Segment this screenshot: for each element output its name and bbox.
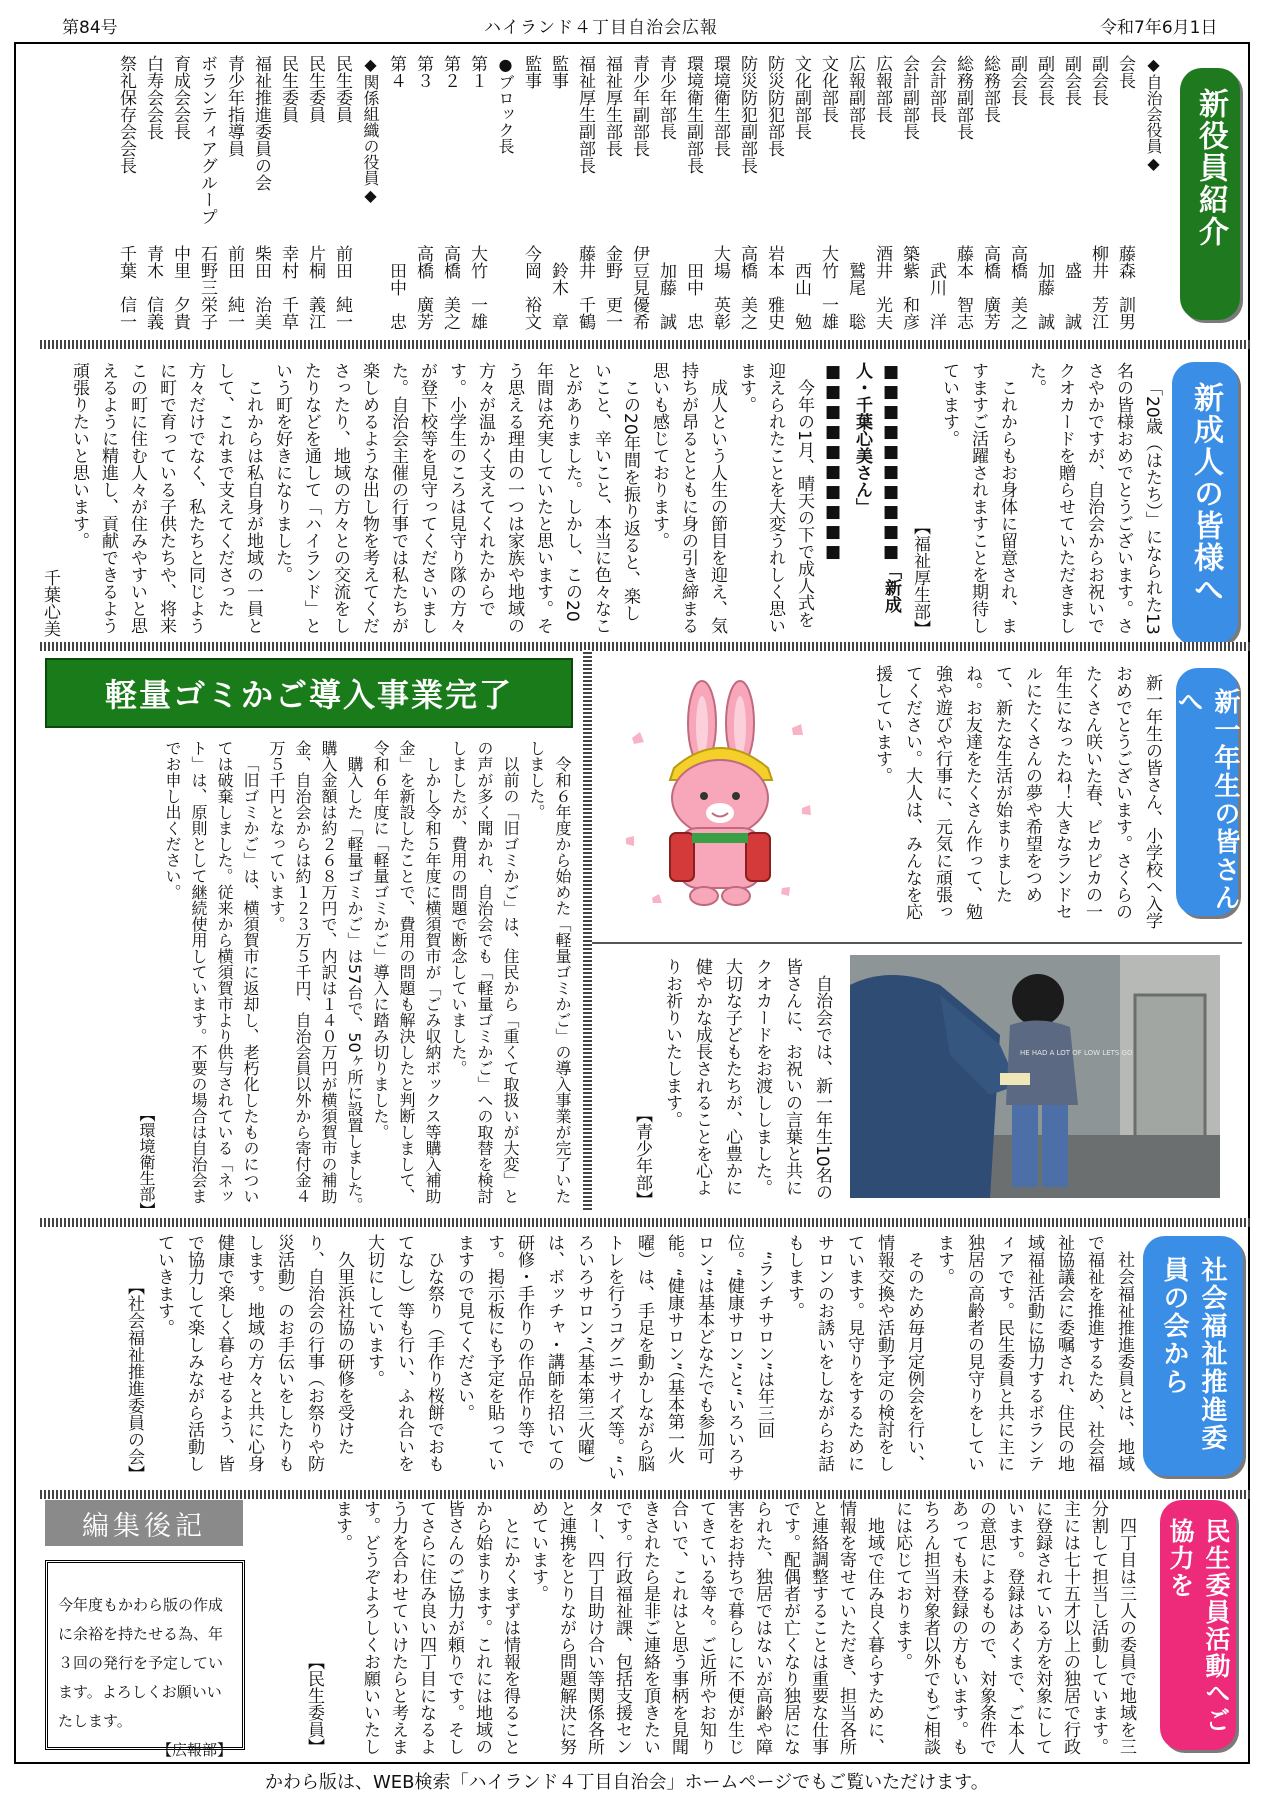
officer-name: 千葉 信一 <box>116 245 136 330</box>
footer-note: かわら版は、WEB検索「ハイランド４丁目自治会」ホームページでもご覧いただけます。 <box>265 1772 989 1793</box>
officer-role: 副会長 <box>1007 55 1027 106</box>
officer-name: 築紫 和彦 <box>899 245 919 330</box>
officer-entry <box>922 55 949 330</box>
officer-name: 青木 信義 <box>143 245 163 330</box>
officer-name: 高橋 美之 <box>737 245 757 330</box>
first-grade-tag: 【青少年部】 <box>632 1106 652 1208</box>
garbage-title: 軽量ゴミかご導入事業完了 <box>45 658 573 728</box>
officer-entry <box>706 55 733 330</box>
officer-role: 総務副部長 <box>953 55 973 140</box>
issue-date: 令和7年6月1日 <box>1100 18 1218 38</box>
welfare-para-3: “ランチサロン”は年三回位。“健康サロン”と“いろいろサロン”は基本どなたでも参加可能。“健康サロン”（基本第一火曜）は、手足を動かしながら脳トレを行うコグニサイズ等。“いろいろサロン”（基本第三火曜）は、ボッチャ・講師を招いての研修・手作りの作品作り等です。掲示板にも予定を貼っていますので見てください。 <box>454 1234 774 1482</box>
officer-role: 祭礼保存会会長 <box>116 55 136 174</box>
garbage-para-1: 令和６年度から始めた「軽量ゴミかご」の導入事業が完了いたしました。 <box>527 740 572 1204</box>
first-grade-text-2 <box>600 958 837 1208</box>
welfare-tag: 【社会福祉推進委員の会】 <box>124 1278 144 1482</box>
officer-entry <box>625 55 652 330</box>
minsei-para-3: とにかくまずは情報を得ることから始まります。これには地域の皆さんのご協力が頼りです。そしてさらに住み良い四丁目になるよう力を合わせていけたらと考えます。どうぞよろしくお願いいたします。 <box>332 1500 520 1755</box>
officer-name: 藤井 千鶴 <box>575 245 595 330</box>
officer-role: 民生委員 <box>332 55 352 123</box>
officer-entry <box>1030 55 1057 330</box>
officer-name: 幸村 千草 <box>278 245 298 330</box>
officer-entry <box>949 55 976 330</box>
officer-entry <box>382 55 409 330</box>
garbage-tag: 【環境衛生部】 <box>137 1106 156 1218</box>
officer-entry <box>814 55 841 330</box>
welfare-para-4: ひな祭り（手作り桜餅でおもてなし）等も行い、ふれ合いを大切にしています。 <box>364 1234 444 1472</box>
welfare-para-5: 久里浜社協の研修を受けたり、自治会の行事（お祭りや防災活動）のお手伝いをしたりもします。地域の方々と共に心身健康で楽しく暮らせるよう、皆で協力して楽しみながら活動していきます。 <box>154 1234 354 1472</box>
adults-author: 千葉心美 <box>40 569 60 637</box>
officer-name: 高橋 美之 <box>1007 245 1027 330</box>
officer-role: 白寿会会長 <box>143 55 163 140</box>
officer-entry <box>409 55 436 330</box>
officer-role: 民生委員 <box>305 55 325 123</box>
officer-role: 第４ <box>386 55 406 89</box>
officer-entry <box>220 55 247 330</box>
garbage-para-5: 「旧ゴミかご」は、横須賀市に返却し、老朽化したものについては破棄しました。従来から横須賀市より供与されている「ネット」は、原則として継続使用しています。不要の場合は自治会までお申し出ください。 <box>163 740 260 1204</box>
rabbit-illustration <box>612 668 824 928</box>
officer-name: 中里 夕貴 <box>170 245 190 330</box>
block-leaders-title: ●ブロック長 <box>496 55 515 154</box>
officer-name: 藤森 訓男 <box>1115 245 1135 330</box>
welfare-para-2: そのため毎月定例会を行い、情報交換や活動予定の検討をしています。見守りをするためにサロンのお誘いをしながらお話もします。 <box>784 1234 924 1472</box>
officer-name: 高橋 美之 <box>440 245 460 330</box>
adults-essay-2: 成人という人生の節目を迎え、気持ちが昂るとともに身の引き締まる思いも感じております。 <box>649 362 727 634</box>
adults-heading: ■■■■■■■■■■「新成人・千葉心美さん」■■■■■■■■■■ <box>823 362 901 613</box>
officer-name: 大場 英彰 <box>710 245 730 330</box>
officer-role: 民生委員 <box>278 55 298 123</box>
welfare-badge: 社会福祉推進委員の会から <box>1143 1236 1243 1476</box>
column-divider <box>583 650 592 1210</box>
officer-name: 藤本 智志 <box>953 245 973 330</box>
adults-text <box>40 362 1166 637</box>
officer-entry <box>274 55 301 330</box>
officer-role: 総務部長 <box>980 55 1000 123</box>
first-grade-gift: 自治会では、新一年生10名の皆さんに、お祝いの言葉と共にクオカードをお渡ししました。大切な子どもたちが、心豊かに健やかな成長されることを心よりお祈りいたします。 <box>662 958 832 1201</box>
section-divider <box>40 340 1250 349</box>
officer-entry <box>1111 55 1138 330</box>
officer-name: 田中 忠 <box>683 262 703 330</box>
officer-role: 育成会会長 <box>170 55 190 140</box>
first-grade-divider <box>592 942 1242 944</box>
officer-entry <box>787 55 814 330</box>
officer-name: 岩本 雅史 <box>764 245 784 330</box>
officer-name: 田中 忠 <box>386 262 406 330</box>
officer-role: 副会長 <box>1034 55 1054 106</box>
officer-role: 防災防犯副部長 <box>737 55 757 174</box>
adults-tag: 【福祉厚生部】 <box>910 518 930 637</box>
officer-entry <box>1084 55 1111 330</box>
officer-name: 伊豆見優希 <box>629 245 649 330</box>
officer-role: 青少年副部長 <box>629 55 649 157</box>
officer-name: 片桐 義江 <box>305 245 325 330</box>
officer-role: 福祉厚生部長 <box>602 55 622 157</box>
officer-entry <box>301 55 328 330</box>
officer-entry <box>193 55 220 330</box>
adults-intro-1: 「20歳（はたち）」になられた13名の皆様おめでとうございます。ささやかですが、自治会からお祝いでクオカードを贈らせていただきました。 <box>1026 362 1162 635</box>
officer-role: 福祉厚生副部長 <box>575 55 595 174</box>
officer-role: 文化部長 <box>818 55 838 123</box>
officer-entry <box>679 55 706 330</box>
officer-role: 文化副部長 <box>791 55 811 140</box>
officer-entry <box>1003 55 1030 330</box>
photo-shirt-text: HE HAD A LOT OF LOW LETS GO <box>1020 1049 1133 1057</box>
officer-entry <box>895 55 922 330</box>
officer-role: 防災防犯部長 <box>764 55 784 157</box>
minsei-badge: 民生委員活動へご協力を <box>1160 1500 1236 1750</box>
officer-entry <box>139 55 166 330</box>
officer-role: 会計部長 <box>926 55 946 123</box>
officer-entry <box>841 55 868 330</box>
adults-essay-3: この20年間を振り返ると、楽しいこと、辛いこと、本当に色々なことがありました。しかし、この20年間は充実していたと思います。そう思える理由の一つは家族や地域の方々が温かく支えてくれたからです。小学生のころは見守り隊の方々が登下校等を見守ってくださいました。自治会主催の行事では私たちが楽しめるような出し物を考えてくださったり、地域の方々との交流をしたりなどを通して「ハイランド」という町を好きになりました。 <box>272 362 640 634</box>
officer-name: 加藤 誠 <box>656 262 676 330</box>
related-org-title: ◆関係組織の役員◆ <box>361 55 380 205</box>
officer-entry <box>544 55 571 330</box>
garbage-para-4: 購入した「軽量ゴミかご」は57台で、50ヶ所に設置しました。購入金額は約２６８万円で、内訳は１４０万円が横須賀市の補助金、自治会からは約１２３万５千円、自治会員以外から寄付金４万５千円となっています。 <box>267 740 364 1213</box>
officer-name: 酒井 光夫 <box>872 245 892 330</box>
officer-entry <box>517 55 544 330</box>
officer-name: 鷲尾 聡 <box>845 262 865 330</box>
officers-section-title: ◆自治会役員◆ <box>1144 55 1163 173</box>
photo-scene-icon <box>850 955 1220 1198</box>
rabbit-student-icon <box>612 668 824 928</box>
section-divider <box>40 642 1250 651</box>
officer-role: 環境衛生部長 <box>710 55 730 157</box>
officer-name: 大竹 一雄 <box>467 245 487 330</box>
officer-role: 会計副部長 <box>899 55 919 140</box>
officers-badge: 新役員紹介 <box>1180 68 1240 320</box>
officer-role: 監事 <box>521 55 541 89</box>
officer-name: 前田 純一 <box>224 245 244 330</box>
officer-name: 加藤 誠 <box>1034 262 1054 330</box>
welfare-text <box>64 1234 1139 1482</box>
officer-role: 会長 <box>1115 55 1135 89</box>
minsei-para-2: 地域で住み良く暮らすために、情報を寄せていただき、担当各所と連絡調整することは重要な仕事です。配偶者が亡くなり独居になられた、独居ではないが高齢や障害をお持ちで暮らしに不便が生じてきている等々。ご近所やお知り合いで、これはと思う事柄を見聞きされたら是非ご連絡を頂きたいです。行政福祉課、包括支援センター、四丁目助け合い等関係各所と連携をとりながら問題解決に努めています。 <box>528 1500 884 1755</box>
officer-entry <box>760 55 787 330</box>
officer-role: 広報副部長 <box>845 55 865 140</box>
officer-name: 西山 勉 <box>791 262 811 330</box>
first-grade-message: 新一年生の皆さん、小学校へ入学おめでとうございます。さくらのたくさん咲いた春、ピカピカの一年生になったね！大きなランドセルにたくさんの夢や希望をつめて、新たな生活が始まりましたね。お友達をたくさん作って、勉強や遊びや行事に、元気に頑張ってください。大人は、みんなを応援しています。 <box>872 665 1162 929</box>
officer-name: 金野 更一 <box>602 245 622 330</box>
officer-role: ボランティアグループ <box>197 55 217 225</box>
officer-role: 第１ <box>467 55 487 89</box>
first-grade-text <box>832 665 1167 935</box>
officer-entry <box>1057 55 1084 330</box>
officer-role: 副会長 <box>1088 55 1108 106</box>
officer-entry <box>598 55 625 330</box>
first-grade-badge: 新一年生の皆さんへ <box>1176 668 1238 916</box>
adults-essay-1: 今年の1月、晴天の下で成人式を迎えられたことを大変うれしく思います。 <box>736 362 814 634</box>
garbage-text <box>40 740 575 1218</box>
officer-role: 監事 <box>548 55 568 89</box>
officer-entry <box>436 55 463 330</box>
garbage-para-2: 以前の「旧ゴミかご」は、住民から「重くて取扱いが大変」との声が多く聞かれ、自治会でも「軽量ゴミかご」への取替を検討しましたが、費用の問題で断念していました。 <box>449 740 520 1204</box>
officer-name: 武川 洋 <box>926 262 946 330</box>
minsei-text <box>260 1500 1140 1755</box>
section-divider <box>40 1490 1250 1499</box>
officer-entry <box>868 55 895 330</box>
officer-entry <box>166 55 193 330</box>
officer-name: 盛 誠 <box>1061 262 1081 330</box>
adults-intro-2: これからもお身体に留意され、ますますご活躍されますことを期待しています。 <box>939 362 1017 634</box>
officer-entry <box>976 55 1003 330</box>
officer-role: 環境衛生副部長 <box>683 55 703 174</box>
officer-entry <box>112 55 139 330</box>
garbage-para-3: しかし令和５年度に横須賀市が「ごみ収納ボックス等購入補助金」を新設したことで、費用の問題も解決したと判断しまして、令和６年度に「軽量ゴミかご」導入に踏み切りました。 <box>371 740 442 1204</box>
officer-role: 青少年部長 <box>656 55 676 140</box>
newsletter-title: ハイランド４丁目自治会広報 <box>484 18 718 38</box>
officer-role: 第３ <box>413 55 433 89</box>
minsei-tag: 【民生委員】 <box>304 1653 324 1755</box>
officer-entry <box>733 55 760 330</box>
minsei-para-1: 四丁目は三人の委員で地域を三分割して担当し活動しています。主には七十五才以上の独居で行政に登録されている方を対象にしています。登録はあくまで、ご本人の意思によるもので、対象条件であっても未登録の方もいます。もちろん担当対象者以外でもご相談には応じております。 <box>892 1500 1136 1755</box>
gift-photo <box>850 955 1220 1198</box>
editor-note-text: 今年度もかわら版の作成に余裕を持たせる為、年３回の発行を予定しています。よろしくお願いいたします。 <box>58 1596 224 1730</box>
officer-entry <box>463 55 490 330</box>
officer-entry <box>247 55 274 330</box>
adults-badge: 新成人の皆様へ <box>1172 362 1238 644</box>
editor-note-box <box>45 1560 245 1759</box>
welfare-para-1: 社会福祉推進委員とは、地域で福祉を推進するため、社会福祉協議会に委嘱され、住民の地域福祉活動に協力するボランティアです。民生委員と共に主に独居の高齢者の見守りをしています。 <box>934 1234 1134 1472</box>
officers-list <box>40 55 1165 330</box>
officer-role: 第２ <box>440 55 460 89</box>
officer-name: 大竹 一雄 <box>818 245 838 330</box>
officer-name: 石野三栄子 <box>197 245 217 330</box>
officer-name: 鈴木 章 <box>548 262 568 330</box>
officer-name: 今岡 裕文 <box>521 245 541 330</box>
officer-name: 柴田 治美 <box>251 245 271 330</box>
officer-name: 前田 純一 <box>332 245 352 330</box>
officer-entry <box>652 55 679 330</box>
officer-name: 高橋 廣芳 <box>413 245 433 330</box>
editor-note-tag: 【広報部】 <box>156 1741 232 1759</box>
officer-role: 福祉推進委員の会 <box>251 55 271 191</box>
editor-note-title: 編集後記 <box>45 1500 243 1546</box>
section-divider <box>40 1218 1250 1227</box>
officer-entry <box>328 55 355 330</box>
officer-name: 高橋 廣芳 <box>980 245 1000 330</box>
officer-role: 青少年指導員 <box>224 55 244 157</box>
officer-entry <box>571 55 598 330</box>
adults-essay-4: これからは私自身が地域の一員として、これまで支えてくださった方々だけでなく、私たちと同じように町で育っている子供たちや、将来この町に住む人々が住みやすいと思えるように精進し、貢献できるよう頑張りたいと思います。 <box>69 362 263 634</box>
officer-role: 広報部長 <box>872 55 892 123</box>
officer-name: 柳井 芳江 <box>1088 245 1108 330</box>
officer-role: 副会長 <box>1061 55 1081 106</box>
issue-number: 第84号 <box>62 18 118 38</box>
